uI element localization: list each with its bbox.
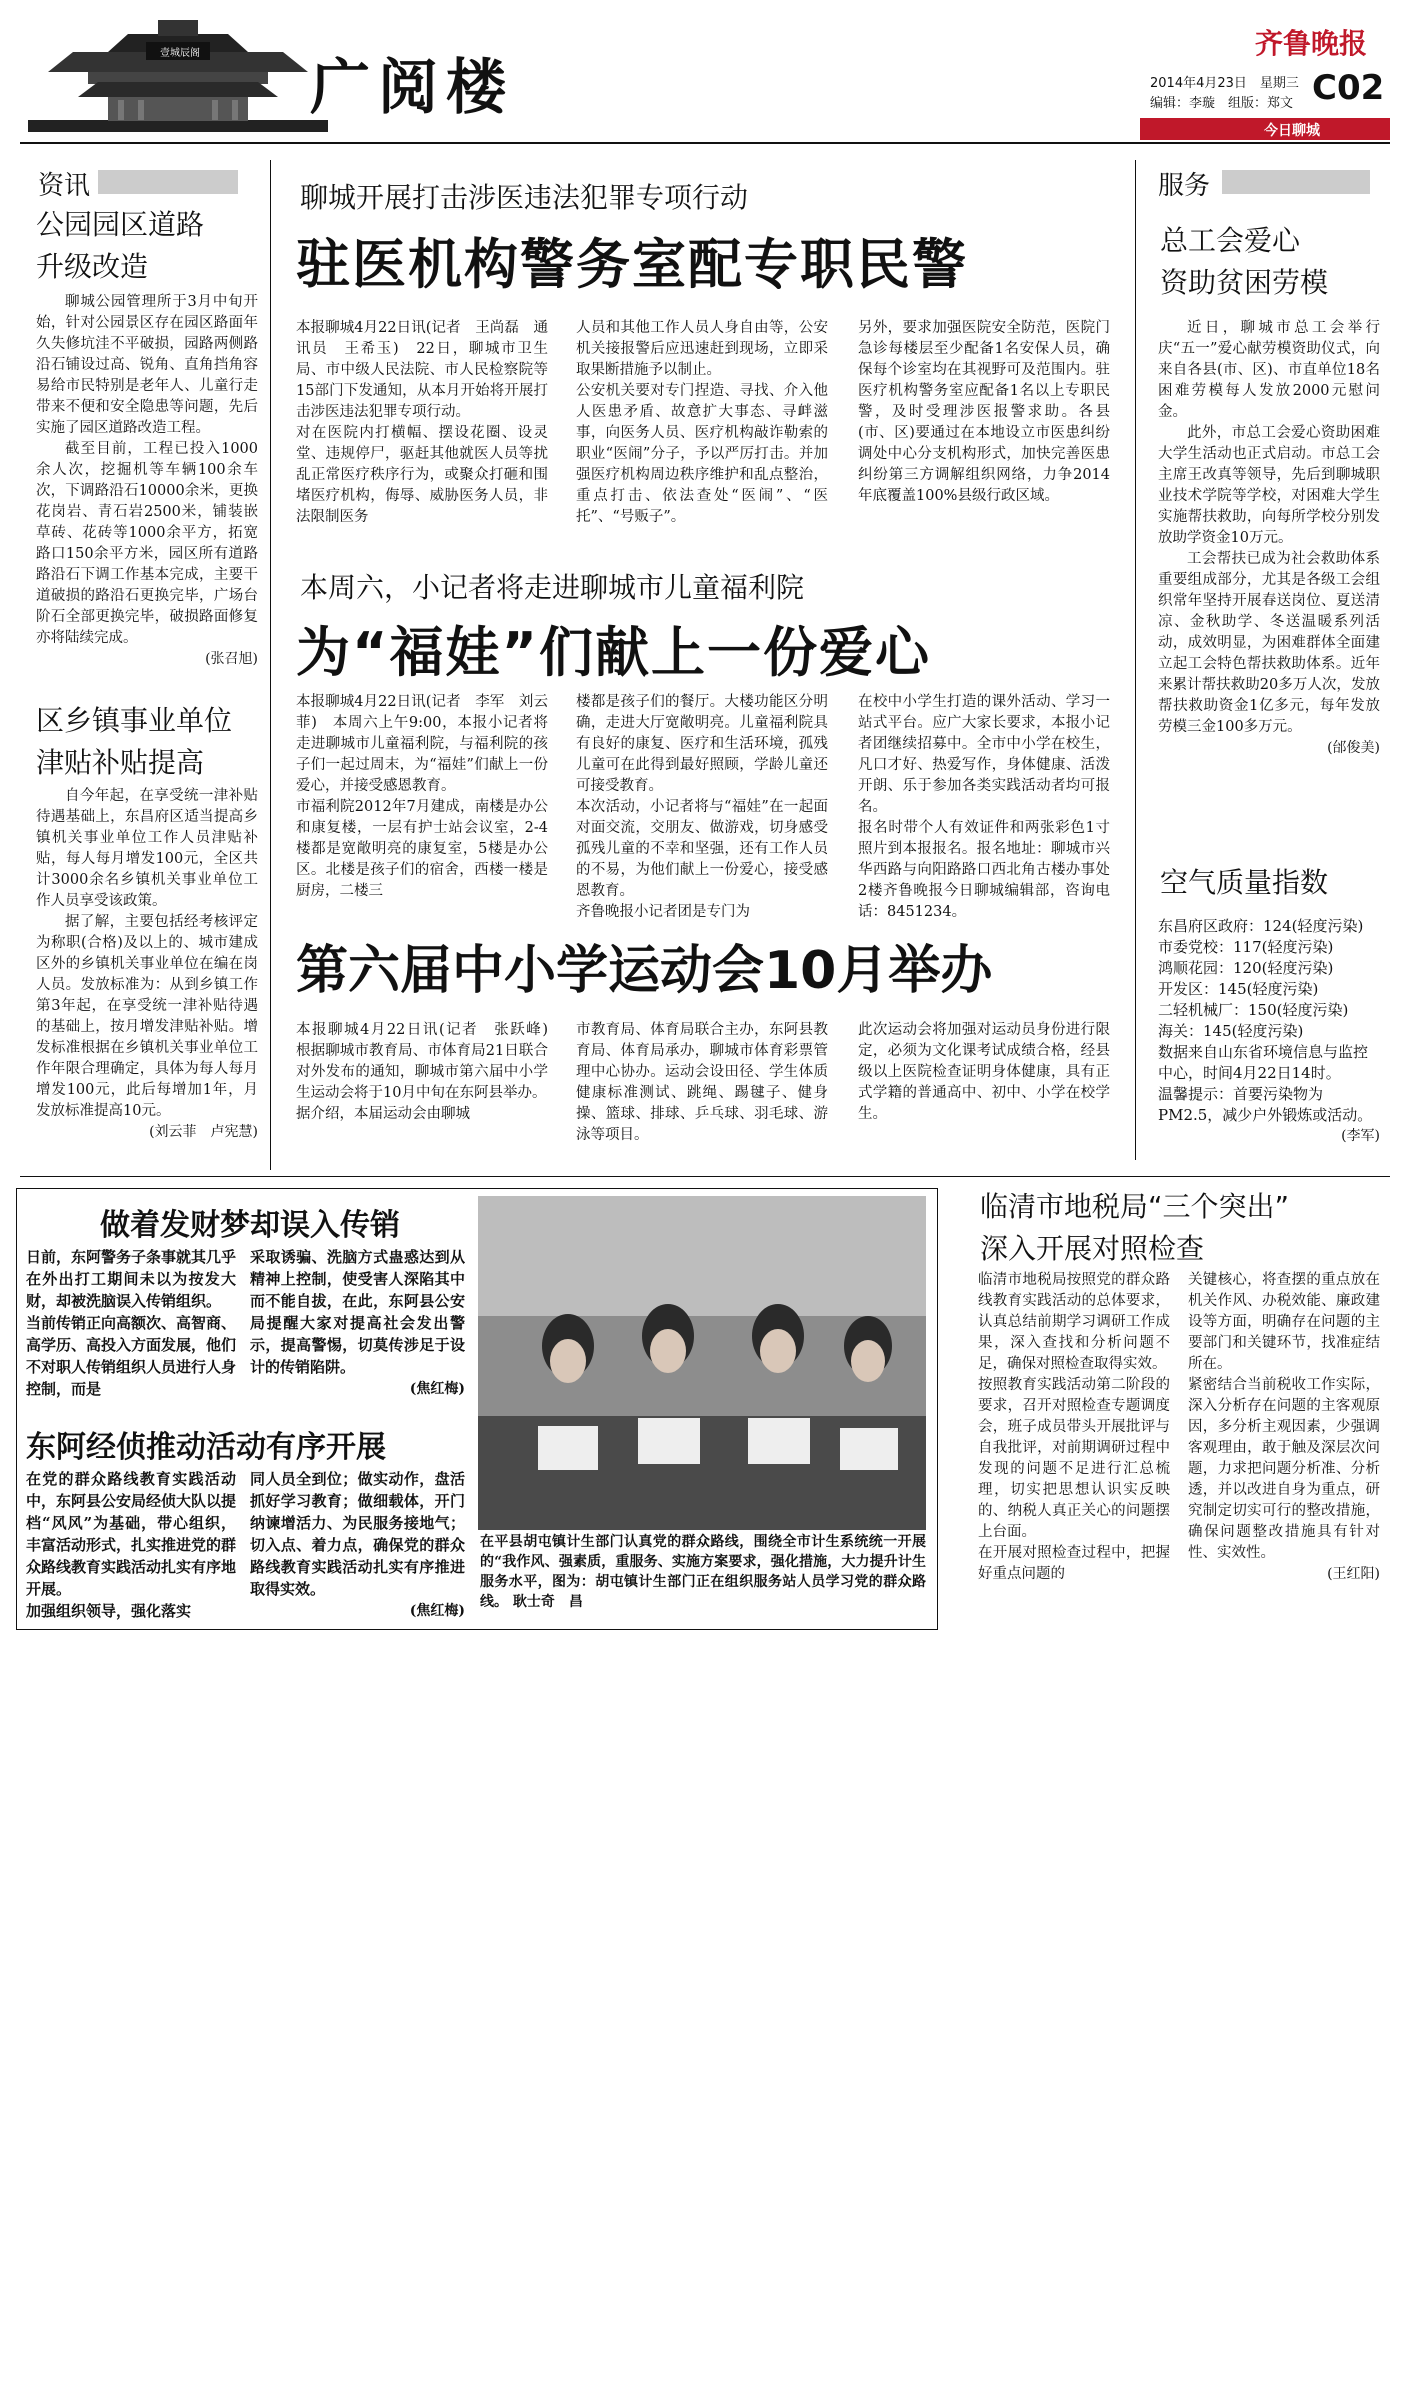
- right-section-tab: [1222, 170, 1370, 194]
- edition-band: [1140, 118, 1390, 140]
- story2-kicker: 本周六，小记者将走进聊城市儿童福利院: [300, 571, 805, 604]
- left-article2-body: 自今年起，在享受统一津补贴待遇基础上，东昌府区适当提高乡镇机关事业单位工作人员津贴补贴，每人每月增发100元，全区共计3000余名乡镇机关事业单位工作人员享受该政策。 据了解，主要包括经考核评定为称职(合格)及以上的、城市建成区外的乡镇机关事业单位在编在岗人员。发放标准为：从到乡镇工作第3年起，在享受统一津补贴待遇的基础上，按月增发津贴补贴。增发标准根据在乡镇机关事业单位工作年限合理确定，具体为每人每月增发100元，此后每增加1年，月发放标准提高10元。 (刘云菲 卢宪慧): [36, 788, 258, 1140]
- story3-col1: 本报聊城4月22日讯(记者 张跃峰) 根据聊城市教育局、市体育局21日联合对外发布的通知，聊城市第六届中小学生运动会将于10月中旬在东阿县举办。 据介绍，本届运动会由聊城: [296, 1022, 548, 1122]
- story1-col1: 本报聊城4月22日讯(记者 王尚磊 通讯员 王希玉) 22日，聊城市卫生局、市中级人民法院、市人民检察院等15部门下发通知，从本月开始将开展打击涉医违法犯罪专项行动。 对在医院内打横幅、摆设花圈、设灵堂、违规停尸，驱赶其他就医人员等扰乱正常医疗秩序行为，或聚众打砸和围堵医疗机构，侮辱、威胁医务人员，非法限制医务: [296, 320, 548, 525]
- news-photo: [478, 1196, 926, 1530]
- linqing-col2: 关键核心，将查摆的重点放在机关作风、办税效能、廉政建设等方面，明确存在问题的主要部门和关键环节，找准症结所在。 紧密结合当前税收工作实际，深入分析存在问题的主客观原因，多分析主观因素，少强调客观理由，敢于触及深层次问题，力求把问题分析准、分析透，并以改进自身为重点，研究制定切实可行的整改措施，确保问题整改措施具有针对性、实效性。 (王红阳): [1188, 1272, 1380, 1582]
- page-number: C02: [1312, 68, 1385, 108]
- edition-band-label: 今日聊城: [1264, 123, 1320, 139]
- air-quality-row: 鸿顺花园：120(轻度污染): [1158, 959, 1334, 977]
- right-section-label: 服务: [1158, 171, 1211, 201]
- air-quality-title: 空气质量指数: [1160, 866, 1329, 899]
- box-story1-col1: 日前，东阿警务子条事就其几乎在外出打工期间未以为按发大财，却被洗脑误入传销组织。 当前传销正向高额次、高智商、高学历、高投入方面发展，他们不对职人传销组织人员进行人身控制，而是: [26, 1248, 237, 1398]
- story3-col3: 此次运动会将加强对运动员身份进行限定，必须为文化课考试成绩合格，经县级以上医院检查证明身体健康，具有正式学籍的普通高中、初中、小学在校学生。: [858, 1022, 1110, 1122]
- linqing-col1: 临清市地税局按照党的群众路线教育实践活动的总体要求，认真总结前期学习调研工作成果，深入查找和分析问题不足，确保对照检查取得实效。 按照教育实践活动第二阶段的要求，召开对照检查专题调度会，班子成员带头开展批评与自我批评，对前期调研过程中发现的问题不足进行汇总梳理，切实把思想认识实反映的、纳税人真正关心的问题摆上台面。 在开展对照检查过程中，把握好重点问题的: [978, 1272, 1170, 1582]
- air-quality-row: 东昌府区政府：124(轻度污染): [1158, 917, 1364, 935]
- photo-caption: 在平县胡屯镇计生部门认真党的群众路线，围绕全市计生系统统一开展的“我作风、强素质，重服务、实施方案要求，强化措施，大力提升计生服务水平，图为：胡屯镇计生部门正在组织服务站人员学习党的群众路线。 耿士奇 昌: [480, 1534, 926, 1610]
- right-column-divider: [1135, 160, 1136, 1160]
- left-column-divider: [270, 160, 271, 1170]
- linqing-title: 临清市地税局“三个突出” 深入开展对照检查: [980, 1190, 1290, 1265]
- air-quality-row: 开发区：145(轻度污染): [1158, 980, 1319, 998]
- story3-col2: 市教育局、体育局联合主办，东阿县教育局、体育局承办，聊城市体育彩票管理中心协办。运动会设田径、学生体质健康标准测试、跳绳、踢毽子、健身操、篮球、排球、乒乓球、羽毛球、游泳等项目。: [576, 1022, 828, 1143]
- left-section-label: 资讯: [38, 171, 91, 201]
- air-quality-row: 市委党校：117(轻度污染): [1158, 938, 1334, 956]
- story1-headline: 驻医机构警务室配专职民警: [296, 233, 968, 296]
- right-article1-title: 总工会爱心 资助贫困劳模: [1160, 224, 1329, 299]
- header-rule: [20, 142, 1390, 144]
- masthead-pavilion-art: [28, 12, 328, 136]
- box-story2-title: 东阿经侦推动活动有序开展: [26, 1430, 386, 1465]
- air-quality-row: 二轻机械厂：150(轻度污染): [1158, 1001, 1349, 1019]
- left-article1-body: 聊城公园管理所于3月中旬开始，针对公园景区存在园区路面年久失修坑洼不平破损，园路两侧路沿石铺设过高、锐角、直角挡角容易给市民特别是老年人、儿童行走带来不便和安全隐患等问题，先后实施了园区道路改造工程。 截至目前，工程已投入1000余人次，挖掘机等车辆100余车次，下调路沿石10000余米，更换花岗岩、青石岩2500米，铺装嵌草砖、花砖等1000余平方，拓宽路口150余平方米，园区所有道路路沿石下调工作基本完成，主要干道破损的路沿石更换完毕，广场台阶石全部更换完毕，破损路面修复亦将陆续完成。 (张召旭): [36, 294, 258, 667]
- story2-col2: 楼都是孩子们的餐厅。大楼功能区分明确，走进大厅宽敞明亮。儿童福利院具有良好的康复、医疗和生活环境，孤残儿童可在此得到最好照顾，学龄儿童还可接受教育。 本次活动，小记者将与“福娃”在一起面对面交流，交朋友、做游戏，切身感受孤残儿童的不幸和坚强，还有工作人员的不易，为他们献上一份爱心，接受感恩教育。 齐鲁晚报小记者团是专门为: [576, 694, 828, 920]
- air-quality-source: 数据来自山东省环境信息与监控中心，时间4月22日14时。: [1158, 1043, 1369, 1082]
- story1-kicker: 聊城开展打击涉医违法犯罪专项行动: [300, 181, 749, 214]
- newspaper-brand: 齐鲁晚报: [1255, 27, 1368, 60]
- right-article1-body: 近日，聊城市总工会举行庆“五一”爱心献劳模资助仪式，向来自各县(市、区)、市直单位18名困难劳模每人发放2000元慰问金。 此外，市总工会爱心资助困难大学生活动也正式启动。市总工会主席王改真等领导，先后到聊城职业技术学院等学校，对困难大学生实施帮扶救助，向每所学校分别发放助学资金10万元。 工会帮扶已成为社会救助体系重要组成部分，尤其是各级工会组织常年坚持开展春送岗位、夏送清凉、金秋助学、冬送温暖系列活动，成效明显，为困难群体全面建立起工会特色帮扶救助体系。近年来累计帮扶救助20多万人次，发放帮扶救助资金1亿多元，每年发放劳模三金100多万元。 (邰俊美): [1158, 320, 1380, 756]
- story1-col2: 人员和其他工作人员人身自由等，公安机关接报警后应迅速赶到现场，立即采取果断措施予以制止。 公安机关要对专门捏造、寻找、介入他人医患矛盾、故意扩大事态、寻衅滋事，向医务人员、医疗机构敲诈勒索的职业“医闹”分子，予以严厉打击。并加强医疗机构周边秩序维护和乱点整治，重点打击、依法查处“医闹”、“医托”、“号贩子”。: [576, 320, 828, 525]
- left-article2-title: 区乡镇事业单位 津贴补贴提高: [36, 704, 233, 779]
- date-line: 2014年4月23日 星期三: [1150, 76, 1299, 91]
- story2-col3: 在校中小学生打造的课外活动、学习一站式平台。应广大家长要求，本报小记者团继续招募中。全市中小学在校生，凡口才好、热爱写作，身体健康、活泼开朗、乐于参加各类实践活动者均可报名。 报名时带个人有效证件和两张彩色1寸照片到本报报名。报名地址：聊城市兴华西路与向阳路路口西北角古楼办事处2楼齐鲁晚报今日聊城编辑部，咨询电话：8451234。: [858, 694, 1110, 920]
- mid-horizontal-rule: [20, 1176, 1390, 1177]
- story1-col3: 另外，要求加强医院安全防范，医院门急诊每楼层至少配备1名安保人员，确保每个诊室均在其视野可及范围内。驻医疗机构警务室应配备1名以上专职民警，及时受理涉医报警求助。各县(市、区)要通过在本地设立市医患纠纷调处中心分支机构形式，加快完善医患纠纷第三方调解组织网络，力争2014年底覆盖100%县级行政区域。: [858, 320, 1110, 504]
- box-story1-title: 做着发财梦却误入传销: [100, 1208, 400, 1243]
- editor-line: 编辑：李璇 组版：郑文: [1150, 96, 1294, 111]
- air-quality-sign: (李军): [1341, 1128, 1380, 1144]
- story3-headline: 第六届中小学运动会10月举办: [296, 941, 993, 1001]
- air-quality-tip: 温馨提示：首要污染物为PM2.5，减少户外锻炼或活动。: [1158, 1085, 1373, 1124]
- left-section-tab: [98, 170, 238, 194]
- logo-plaque: 壹城辰阁: [160, 48, 200, 59]
- section-title: 广阅楼: [310, 53, 514, 123]
- story2-headline: 为“福娃”们献上一份爱心: [296, 621, 931, 684]
- box-story2-col2: 同人员全到位；做实动作，盘活抓好学习教育；做细载体，开门纳谏增活力、为民服务接地气；切入点、着力点，确保党的群众路线教育实践活动扎实有序推进取得实效。 (焦红梅): [250, 1470, 465, 1619]
- left-article1-title: 公园园区道路 升级改造: [36, 208, 205, 283]
- box-story2-col1: 在党的群众路线教育实践活动中，东阿县公安局经侦大队以提档“风风”为基础，带心组织，丰富活动形式，扎实推进党的群众路线教育实践活动扎实有序地开展。 加强组织领导，强化落实: [26, 1470, 237, 1620]
- air-quality-list: [1158, 916, 1380, 1147]
- air-quality-row: 海关：145(轻度污染): [1158, 1022, 1304, 1040]
- box-story1-col2: 采取诱骗、洗脑方式蛊惑达到从精神上控制，使受害人深陷其中而不能自拔，在此，东阿县公安局提醒大家对提高社会发出警示，提高警惕，切莫传涉足于设计的传销陷阱。 (焦红梅): [250, 1248, 465, 1397]
- story2-col1: 本报聊城4月22日讯(记者 李军 刘云菲) 本周六上午9:00，本报小记者将走进聊城市儿童福利院，与福利院的孩子们一起过周末，为“福娃”们献上一份爱心，并接受感恩教育。 市福利院2012年7月建成，南楼是办公和康复楼，一层有护士站会议室，2-4楼都是宽敞明亮的康复室，5楼是办公区。北楼是孩子们的宿舍，西楼一楼是厨房，二楼三: [296, 694, 548, 899]
